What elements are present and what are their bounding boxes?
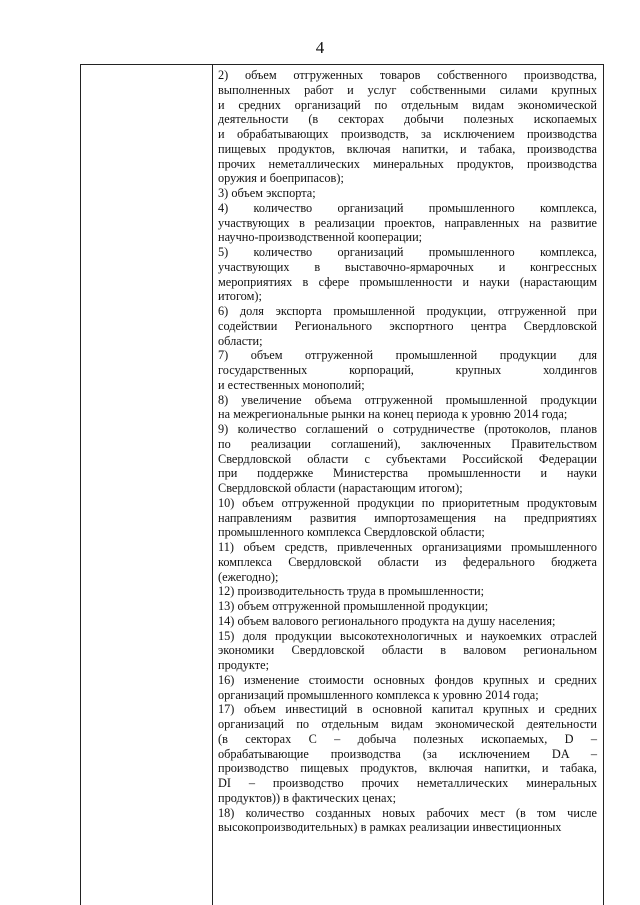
indicator-line: продуктов)) в фактических ценах; [218,790,397,805]
indicator-line: Свердловской области (нарастающим итогом); [218,481,463,495]
indicator-item [218,540,597,584]
indicator-item [218,584,597,599]
indicator-line: 7) объем отгруженной промышленной продукции для [218,348,597,363]
indicator-line: итогом); [218,289,262,304]
indicator-line: 5) количество организаций промышленного комплекса, [218,245,597,259]
indicator-line: направлениям развития импортозамещения на предприятиях [218,510,597,525]
indicator-line: высокопроизводительных) в рамках реализации инвестиционных [218,820,562,835]
indicator-item [218,702,597,805]
column-divider [212,65,213,905]
indicator-line: 4) количество организаций промышленного комплекса, [218,200,597,215]
indicator-line: экономики Свердловской области в валовом региональном [218,643,597,658]
indicator-line: (ежегодно); [218,569,279,584]
indicator-line: 8) увеличение объема отгруженной промышленной продукции [218,392,597,407]
indicator-item [218,673,597,703]
indicator-line: 2) объем отгруженных товаров собственного производства, [218,68,597,82]
indicator-line: организаций промышленного комплекса к уровню 2014 года; [218,687,539,702]
indicator-line: и обрабатывающих производств, за исключением производства [218,127,597,141]
indicator-item [218,304,597,348]
indicator-line: 16) изменение стоимости основных фондов крупных и средних [218,672,597,687]
indicators-table [80,64,604,905]
indicator-line: 3) объем экспорта; [218,186,316,200]
indicator-line: 15) доля продукции высокотехнологичных и наукоемких отраслей [218,628,597,643]
indicator-line: 9) количество соглашений о сотрудничестве (протоколов, планов [218,422,597,436]
indicator-item [218,629,597,673]
indicator-line: 12) производительность труда в промышленности; [218,584,485,599]
indicator-line: и средних организаций по отдельным видам экономической [218,97,597,112]
indicator-line: участвующих в реализации проектов, направленных на развитие [218,215,597,230]
indicator-item [218,614,597,629]
indicator-item [218,245,597,304]
indicator-line: 14) объем валового регионального продукта на душу населения; [218,613,556,628]
indicator-line: деятельности (в секторах добычи полезных ископаемых [218,112,597,127]
indicator-line: прочих неметаллических минеральных продуктов, производства [218,156,597,171]
indicator-line: обрабатывающие производства (за исключением DA – [218,746,597,761]
indicator-line: производство пищевых продуктов, включая напитки, и табака, [218,761,597,776]
indicator-item [218,68,597,186]
indicator-line: организаций по отдельным видам экономической деятельности [218,717,597,731]
indicator-line: 18) количество созданных новых рабочих мест (в том числе [218,805,597,820]
indicator-item [218,186,597,201]
indicator-item [218,348,597,392]
indicators-list [218,68,597,835]
indicator-line: оружия и боеприпасов); [218,171,344,186]
indicator-line: научно-производственной кооперации; [218,230,423,245]
indicator-line: при поддержке Министерства промышленности и науки [218,466,597,481]
indicator-item [218,201,597,245]
indicator-line: 6) доля экспорта промышленной продукции, отгруженной при [218,304,597,318]
indicator-line: участвующих в выставочно-ярмарочных и конгрессных [218,259,597,274]
indicator-line: мероприятиях в сфере промышленности и науки (нарастающим [218,274,597,289]
indicator-line: продукте; [218,658,269,672]
indicator-line: 13) объем отгруженной промышленной продукции; [218,599,489,613]
indicator-item [218,422,597,496]
indicator-line: области; [218,333,263,348]
indicator-item [218,393,597,423]
indicator-line: Свердловской области с субъектами Российской Федерации [218,451,597,466]
indicator-item [218,496,597,540]
indicator-line: государственных корпораций, крупных холдингов [218,363,597,377]
indicator-line: по реализации соглашений), заключенных Правительством [218,436,597,451]
indicator-line: 10) объем отгруженной продукции по приоритетным продуктовым [218,495,597,510]
indicator-line: (в секторах С – добыча полезных ископаемых, D – [218,731,597,746]
indicator-line: и естественных монополий; [218,377,365,392]
indicator-item [218,599,597,614]
indicator-line: выполненных работ и услуг собственными силами крупных [218,82,597,97]
indicator-line: 17) объем инвестиций в основной капитал крупных и средних [218,702,597,717]
page-number: 4 [315,38,325,57]
indicator-line: промышленного комплекса Свердловской области; [218,525,485,540]
indicator-line: DI – производство прочих неметаллических минеральных [218,776,597,790]
indicator-line: на межрегиональные рынки на конец периода к уровню 2014 года; [218,407,568,422]
indicator-line: 11) объем средств, привлеченных организациями промышленного [218,540,597,554]
indicator-item [218,806,597,836]
indicator-line: содействии Регионального экспортного центра Свердловской [218,318,597,333]
indicator-line: комплекса Свердловской области из федерального бюджета [218,554,597,569]
indicator-line: пищевых продуктов, включая напитки, и табака, производства [218,141,597,156]
